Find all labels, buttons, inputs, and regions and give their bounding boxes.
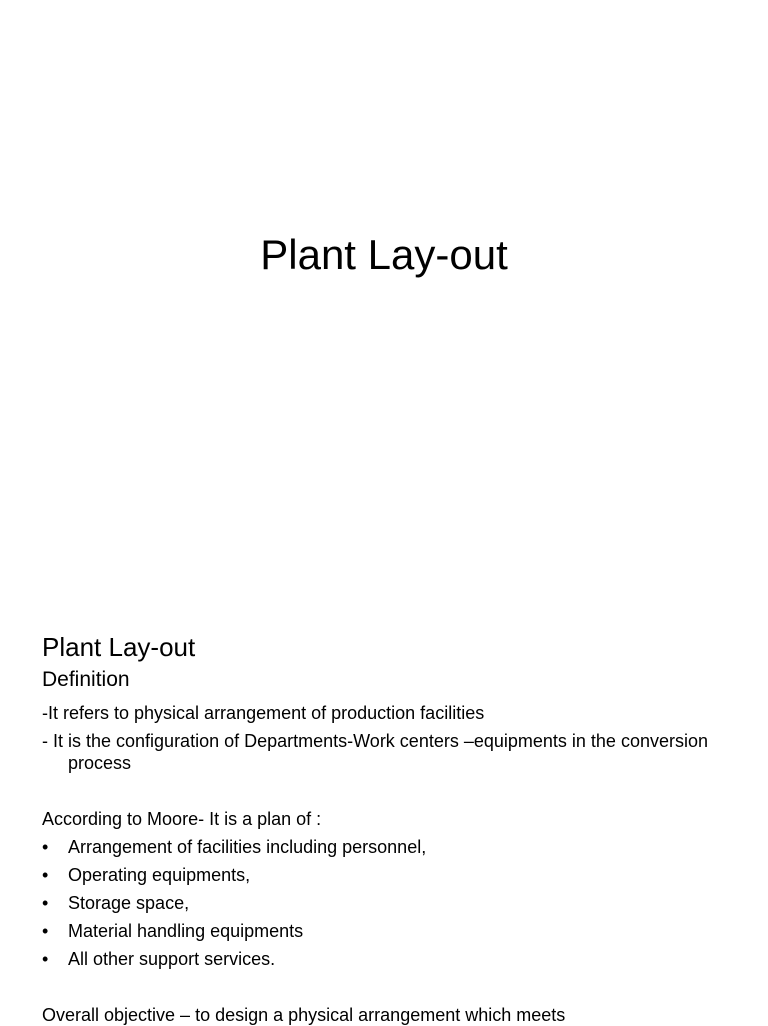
- definition-line-1: -It refers to physical arrangement of production facilities: [42, 703, 485, 723]
- objective-text: Overall objective – to design a physical arrangement which meets: [42, 1005, 566, 1025]
- moore-bullet-list: [42, 836, 732, 970]
- bullet-icon: •: [42, 893, 49, 913]
- list-item: [42, 864, 732, 886]
- bullet-icon: •: [42, 949, 49, 969]
- bullet-icon: •: [42, 921, 49, 941]
- bullet-text: All other support services.: [68, 949, 276, 969]
- bullet-text: Material handling equipments: [68, 921, 304, 941]
- list-item: [42, 948, 732, 970]
- bullet-text: Operating equipments,: [68, 865, 251, 885]
- bullet-text: Arrangement of facilities including personnel,: [68, 837, 427, 857]
- list-item: [42, 836, 732, 858]
- section-heading: Plant Lay-out: [42, 632, 196, 662]
- definition-heading: Definition: [42, 668, 130, 691]
- bullet-icon: •: [42, 865, 49, 885]
- slide-content: [42, 630, 732, 1026]
- list-item: [42, 892, 732, 914]
- definition-line-2: - It is the configuration of Departments-Work centers –equipments in the conversion process: [42, 731, 708, 773]
- bullet-icon: •: [42, 837, 49, 857]
- slide-title: Plant Lay-out: [260, 231, 508, 278]
- moore-intro: According to Moore- It is a plan of :: [42, 809, 322, 829]
- bullet-text: Storage space,: [68, 893, 190, 913]
- list-item: [42, 920, 732, 942]
